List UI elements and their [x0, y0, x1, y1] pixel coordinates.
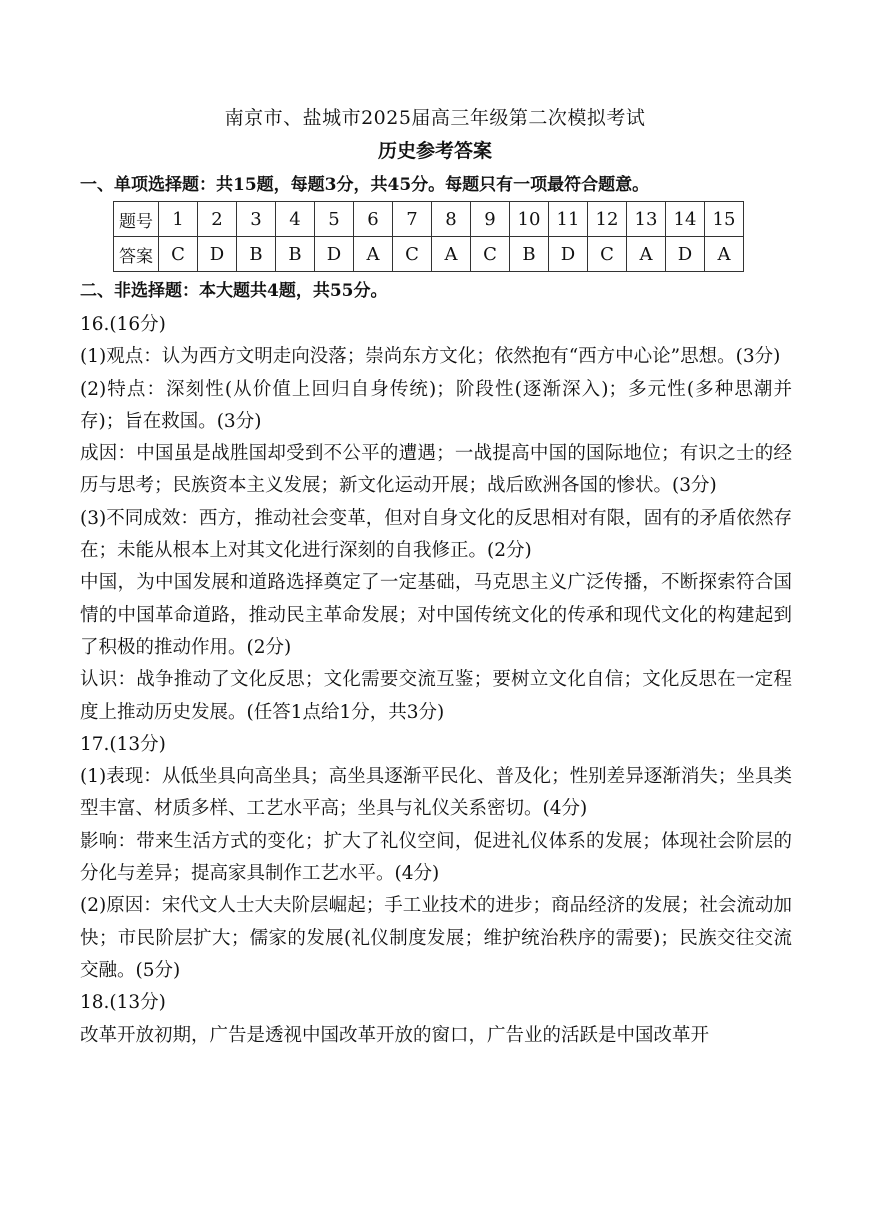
- question-number-row: [114, 202, 744, 237]
- question-number: 4: [276, 202, 315, 237]
- question-number: 6: [354, 202, 393, 237]
- answer-paragraph: 成因：中国虽是战胜国却受到不公平的遭遇；一战提高中国的国际地位；有识之士的经历与思考；民族资本主义发展；新文化运动开展；战后欧洲各国的惨状。(3分): [80, 443, 792, 497]
- answer-cell: B: [237, 237, 276, 272]
- answer-cell: C: [588, 237, 627, 272]
- answer-paragraph: 影响：带来生活方式的变化；扩大了礼仪空间，促进礼仪体系的发展；体现社会阶层的分化与差异；提高家具制作工艺水平。(4分): [80, 830, 792, 885]
- answer-paragraph: 认识：战争推动了文化反思；文化需要交流互鉴；要树立文化自信；文化反思在一定程度上推动历史发展。(任答1点给1分，共3分): [80, 669, 792, 723]
- question-number: 8: [432, 202, 471, 237]
- document-title: 南京市、盐城市2025届高三年级第二次模拟考试: [224, 107, 646, 129]
- question-heading-17: 17.(13分): [80, 733, 166, 755]
- section2-heading: 二、非选择题：本大题共4题，共55分。: [80, 281, 388, 301]
- answer-cell: D: [198, 237, 237, 272]
- row-label-answer: 答案: [114, 237, 159, 272]
- answer-cell: B: [276, 237, 315, 272]
- answer-cell: B: [510, 237, 549, 272]
- answer-cell: D: [315, 237, 354, 272]
- question-number: 5: [315, 202, 354, 237]
- question-number: 3: [237, 202, 276, 237]
- answer-cell: C: [159, 237, 198, 272]
- answer-body: [80, 309, 792, 1052]
- answer-cell: A: [627, 237, 666, 272]
- question-number: 1: [159, 202, 198, 237]
- answer-cell: D: [549, 237, 588, 272]
- question-number: 2: [198, 202, 237, 237]
- section1-heading: 一、单项选择题：共15题，每题3分，共45分。每题只有一项最符合题意。: [80, 175, 650, 195]
- question-heading-16: 16.(16分): [80, 314, 166, 335]
- answer-cell: A: [354, 237, 393, 272]
- answer-table: [113, 201, 744, 272]
- document-subtitle: 历史参考答案: [377, 140, 492, 162]
- answer-cell: C: [393, 237, 432, 272]
- answer-paragraph: 改革开放初期，广告是透视中国改革开放的窗口，广告业的活跃是中国改革开: [80, 1024, 710, 1046]
- answer-paragraph: (2)原因：宋代文人士大夫阶层崛起；手工业技术的进步；商品经济的发展；社会流动加快；市民阶层扩大；儒家的发展(礼仪制度发展；维护统治秩序的需要)；民族交往交流交融。(5分): [80, 895, 792, 981]
- answer-cell: A: [705, 237, 744, 272]
- answer-paragraph: (1)观点：认为西方文明走向没落；崇尚东方文化；依然抱有“西方中心论”思想。(3分): [80, 346, 781, 368]
- question-number: 14: [666, 202, 705, 237]
- question-number: 12: [588, 202, 627, 237]
- question-number: 11: [549, 202, 588, 237]
- answer-cell: C: [471, 237, 510, 272]
- question-number: 7: [393, 202, 432, 237]
- answer-paragraph: (1)表现：从低坐具向高坐具；高坐具逐渐平民化、普及化；性别差异逐渐消失；坐具类型丰富、材质多样、工艺水平高；坐具与礼仪关系密切。(4分): [80, 766, 792, 820]
- answer-paragraph: (3)不同成效：西方，推动社会变革，但对自身文化的反思相对有限，固有的矛盾依然存在；未能从根本上对其文化进行深刻的自我修正。(2分): [80, 507, 792, 562]
- question-number: 13: [627, 202, 666, 237]
- question-number: 9: [471, 202, 510, 237]
- question-heading-18: 18.(13分): [80, 992, 166, 1014]
- answer-paragraph: (2)特点：深刻性(从价值上回归自身传统)；阶段性(逐渐深入)；多元性(多种思潮并存)；旨在救国。(3分): [80, 378, 792, 432]
- answer-paragraph: 中国，为中国发展和道路选择奠定了一定基础，马克思主义广泛传播，不断探索符合国情的中国革命道路，推动民主革命发展；对中国传统文化的传承和现代文化的构建起到了积极的推动作用。(2分): [80, 572, 792, 658]
- row-label-question: 题号: [114, 202, 159, 237]
- answer-cell: D: [666, 237, 705, 272]
- answer-cell: A: [432, 237, 471, 272]
- question-number: 15: [705, 202, 744, 237]
- question-number: 10: [510, 202, 549, 237]
- answer-row: [114, 237, 744, 272]
